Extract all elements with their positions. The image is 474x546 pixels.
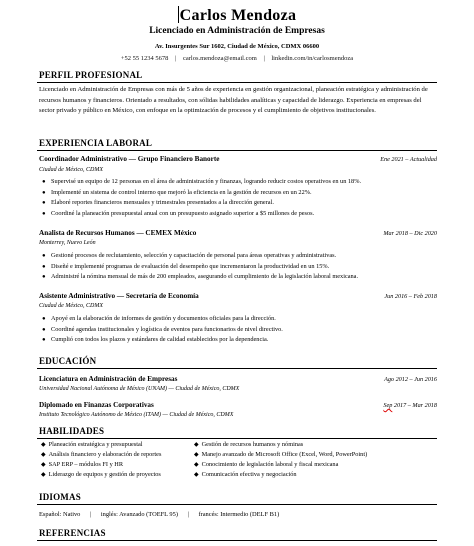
list-item: ● Apoyé en la elaboración de informes de gestión y documentos oficiales para la dirección. — [39, 314, 437, 325]
bullet-icon: ● — [42, 316, 46, 322]
skill-item: ◆ Comunicación efectiva y negociación — [194, 471, 297, 478]
skills-row — [41, 441, 431, 451]
skill-item: ◆ Gestión de recursos humanos y nóminas — [194, 441, 304, 448]
skills-row — [41, 461, 431, 471]
list-item: ● Administré la nómina mensual de más de 200 empleados, asegurando el cumplimiento de la legislación laboral mexicana. — [39, 272, 437, 283]
degree-dates: Sep 2017 – Mar 2018 — [383, 402, 437, 409]
list-item: ● Coordiné la planeación presupuestal anual con un presupuesto asignado superior a $5 millones de pesos. — [39, 209, 437, 220]
bullet-icon: ● — [42, 189, 46, 196]
phone-number: +52 55 1234 5678 — [120, 55, 169, 62]
skill-item: ◆ Conocimiento de legislación laboral y fiscal mexicana — [194, 461, 339, 468]
section-title-languages: IDIOMAS — [39, 492, 81, 502]
job-dates: Ene 2021 – Actualidad — [380, 156, 437, 163]
job-location: Monterrey, Nuevo León — [39, 240, 96, 246]
section-title-experience: EXPERIENCIA LABORAL — [39, 138, 153, 148]
skill-item: ◆ Liderazgo de equipos y gestión de proyectos — [41, 471, 161, 478]
misspelled-word[interactable]: Sep — [383, 402, 393, 409]
section-divider — [37, 82, 437, 83]
language-separator: | — [187, 511, 189, 518]
job-title: Asistente Administrativo — Secretaría de Economía — [39, 292, 199, 300]
section-divider — [37, 368, 437, 369]
degree-dates: Ago 2012 – Jun 2016 — [384, 376, 437, 383]
job-title: Analista de Recursos Humanos — CEMEX México — [39, 229, 197, 237]
section-title-education: EDUCACIÓN — [39, 356, 97, 366]
contact-separator: | — [175, 55, 177, 62]
skill-item: ◆ Análisis financiero y elaboración de reportes — [41, 451, 162, 458]
degree-title: Licenciatura en Administración de Empresas — [39, 375, 178, 383]
diamond-bullet-icon: ◆ — [41, 472, 46, 478]
list-item: ● Diseñé e implementé programas de evaluación del desempeño que incrementaron la productividad en un 15%. — [39, 262, 437, 273]
bullet-icon: ● — [42, 263, 46, 270]
skills-row — [41, 451, 431, 461]
bullet-icon: ● — [42, 326, 46, 333]
languages-line — [39, 511, 279, 518]
diamond-bullet-icon: ◆ — [41, 442, 46, 448]
candidate-name-text: Carlos Mendoza — [179, 7, 297, 24]
contact-separator: | — [263, 55, 265, 62]
skill-item: ◆ Manejo avanzado de Microsoft Office (Excel, Word, PowerPoint) — [194, 451, 368, 458]
diamond-bullet-icon: ◆ — [194, 472, 199, 478]
linkedin-url[interactable]: linkedin.com/in/carlosmendoza — [271, 55, 354, 62]
job-bullets — [39, 177, 437, 219]
language-item: francés: Intermedio (DELF B1) — [198, 511, 280, 518]
section-title-profile: PERFIL PROFESIONAL — [39, 70, 143, 80]
language-item: Español: Nativo — [39, 511, 81, 518]
job-bullets — [39, 251, 437, 283]
bullet-icon: ● — [42, 253, 46, 259]
institution-name: Instituto Tecnológico Autónomo de México (ITAM) — Ciudad de México, CDMX — [39, 412, 234, 418]
section-divider — [37, 438, 437, 439]
skills-grid — [41, 441, 431, 481]
list-item: ● Gestioné procesos de reclutamiento, selección y capacitación de personal para áreas operativas y administrativas. — [39, 251, 437, 262]
section-title-references: REFERENCIAS — [39, 528, 106, 538]
professional-title: Licenciado en Administración de Empresas — [149, 26, 325, 36]
candidate-name[interactable] — [0, 6, 474, 25]
bullet-icon: ● — [42, 200, 46, 206]
list-item: ● Implementé un sistema de control interno que mejoró la eficiencia en la gestión de recursos en un 22%. — [39, 188, 437, 199]
list-item: ● Cumplió con todos los plazos y estándares de calidad establecidos por la dependencia. — [39, 335, 437, 346]
list-item: ● Coordiné agendas institucionales y logística de eventos para funcionarios de nivel directivo. — [39, 325, 437, 336]
diamond-bullet-icon: ◆ — [194, 442, 199, 448]
section-divider — [37, 150, 437, 151]
skills-row — [41, 471, 431, 481]
job-location: Ciudad de México, CDMX — [39, 167, 103, 173]
section-title-skills: HABILIDADES — [39, 426, 105, 436]
language-item: inglés: Avanzado (TOEFL 95) — [100, 511, 178, 518]
text-cursor — [178, 6, 179, 23]
diamond-bullet-icon: ◆ — [194, 452, 199, 458]
job-location: Ciudad de México, CDMX — [39, 303, 103, 309]
bullet-icon: ● — [42, 210, 46, 217]
bullet-icon: ● — [42, 337, 46, 343]
bullet-icon: ● — [42, 179, 46, 185]
job-title: Coordinador Administrativo — Grupo Financiero Banorte — [39, 155, 220, 163]
job-dates: Jun 2016 – Feb 2018 — [384, 293, 437, 300]
job-bullets — [39, 314, 437, 346]
list-item: ● Elaboré reportes financieros mensuales y trimestrales presentados a la dirección general. — [39, 198, 437, 209]
section-divider — [37, 504, 437, 505]
skill-item: ◆ SAP ERP – módulos FI y HR — [41, 461, 124, 468]
job-dates: Mar 2018 – Dic 2020 — [383, 230, 437, 237]
address-line: Av. Insurgentes Sur 1602, Ciudad de México, CDMX 06600 — [154, 43, 320, 50]
bullet-icon: ● — [42, 274, 46, 280]
email-address[interactable]: carlos.mendoza@email.com — [182, 55, 257, 62]
institution-name: Universidad Nacional Autónoma de México (UNAM) — Ciudad de México, CDMX — [39, 386, 240, 392]
language-separator: | — [89, 511, 92, 518]
diamond-bullet-icon: ◆ — [41, 462, 46, 468]
diamond-bullet-icon: ◆ — [194, 462, 199, 468]
profile-summary: Licenciado en Administración de Empresas con más de 5 años de experiencia en gestión organizacional, planeación estratégica y administración de recursos humanos y financieros. Orientado a resultados, con sólidas habilidades analíticas y capacidad de liderazgo. Experiencia en empresas del sector privado y público en México, con enfoque en la optimización de procesos y el cumplimiento de objetivos institucionales. — [39, 86, 428, 114]
section-divider — [37, 540, 437, 541]
contact-line — [0, 55, 474, 62]
degree-title: Diplomado en Finanzas Corporativas — [39, 401, 154, 409]
diamond-bullet-icon: ◆ — [41, 452, 46, 458]
skill-item: ◆ Planeación estratégica y presupuestal — [41, 441, 143, 448]
list-item: ● Supervisé un equipo de 12 personas en el área de administración y finanzas, logrando reducir costos operativos en un 18%. — [39, 177, 437, 188]
